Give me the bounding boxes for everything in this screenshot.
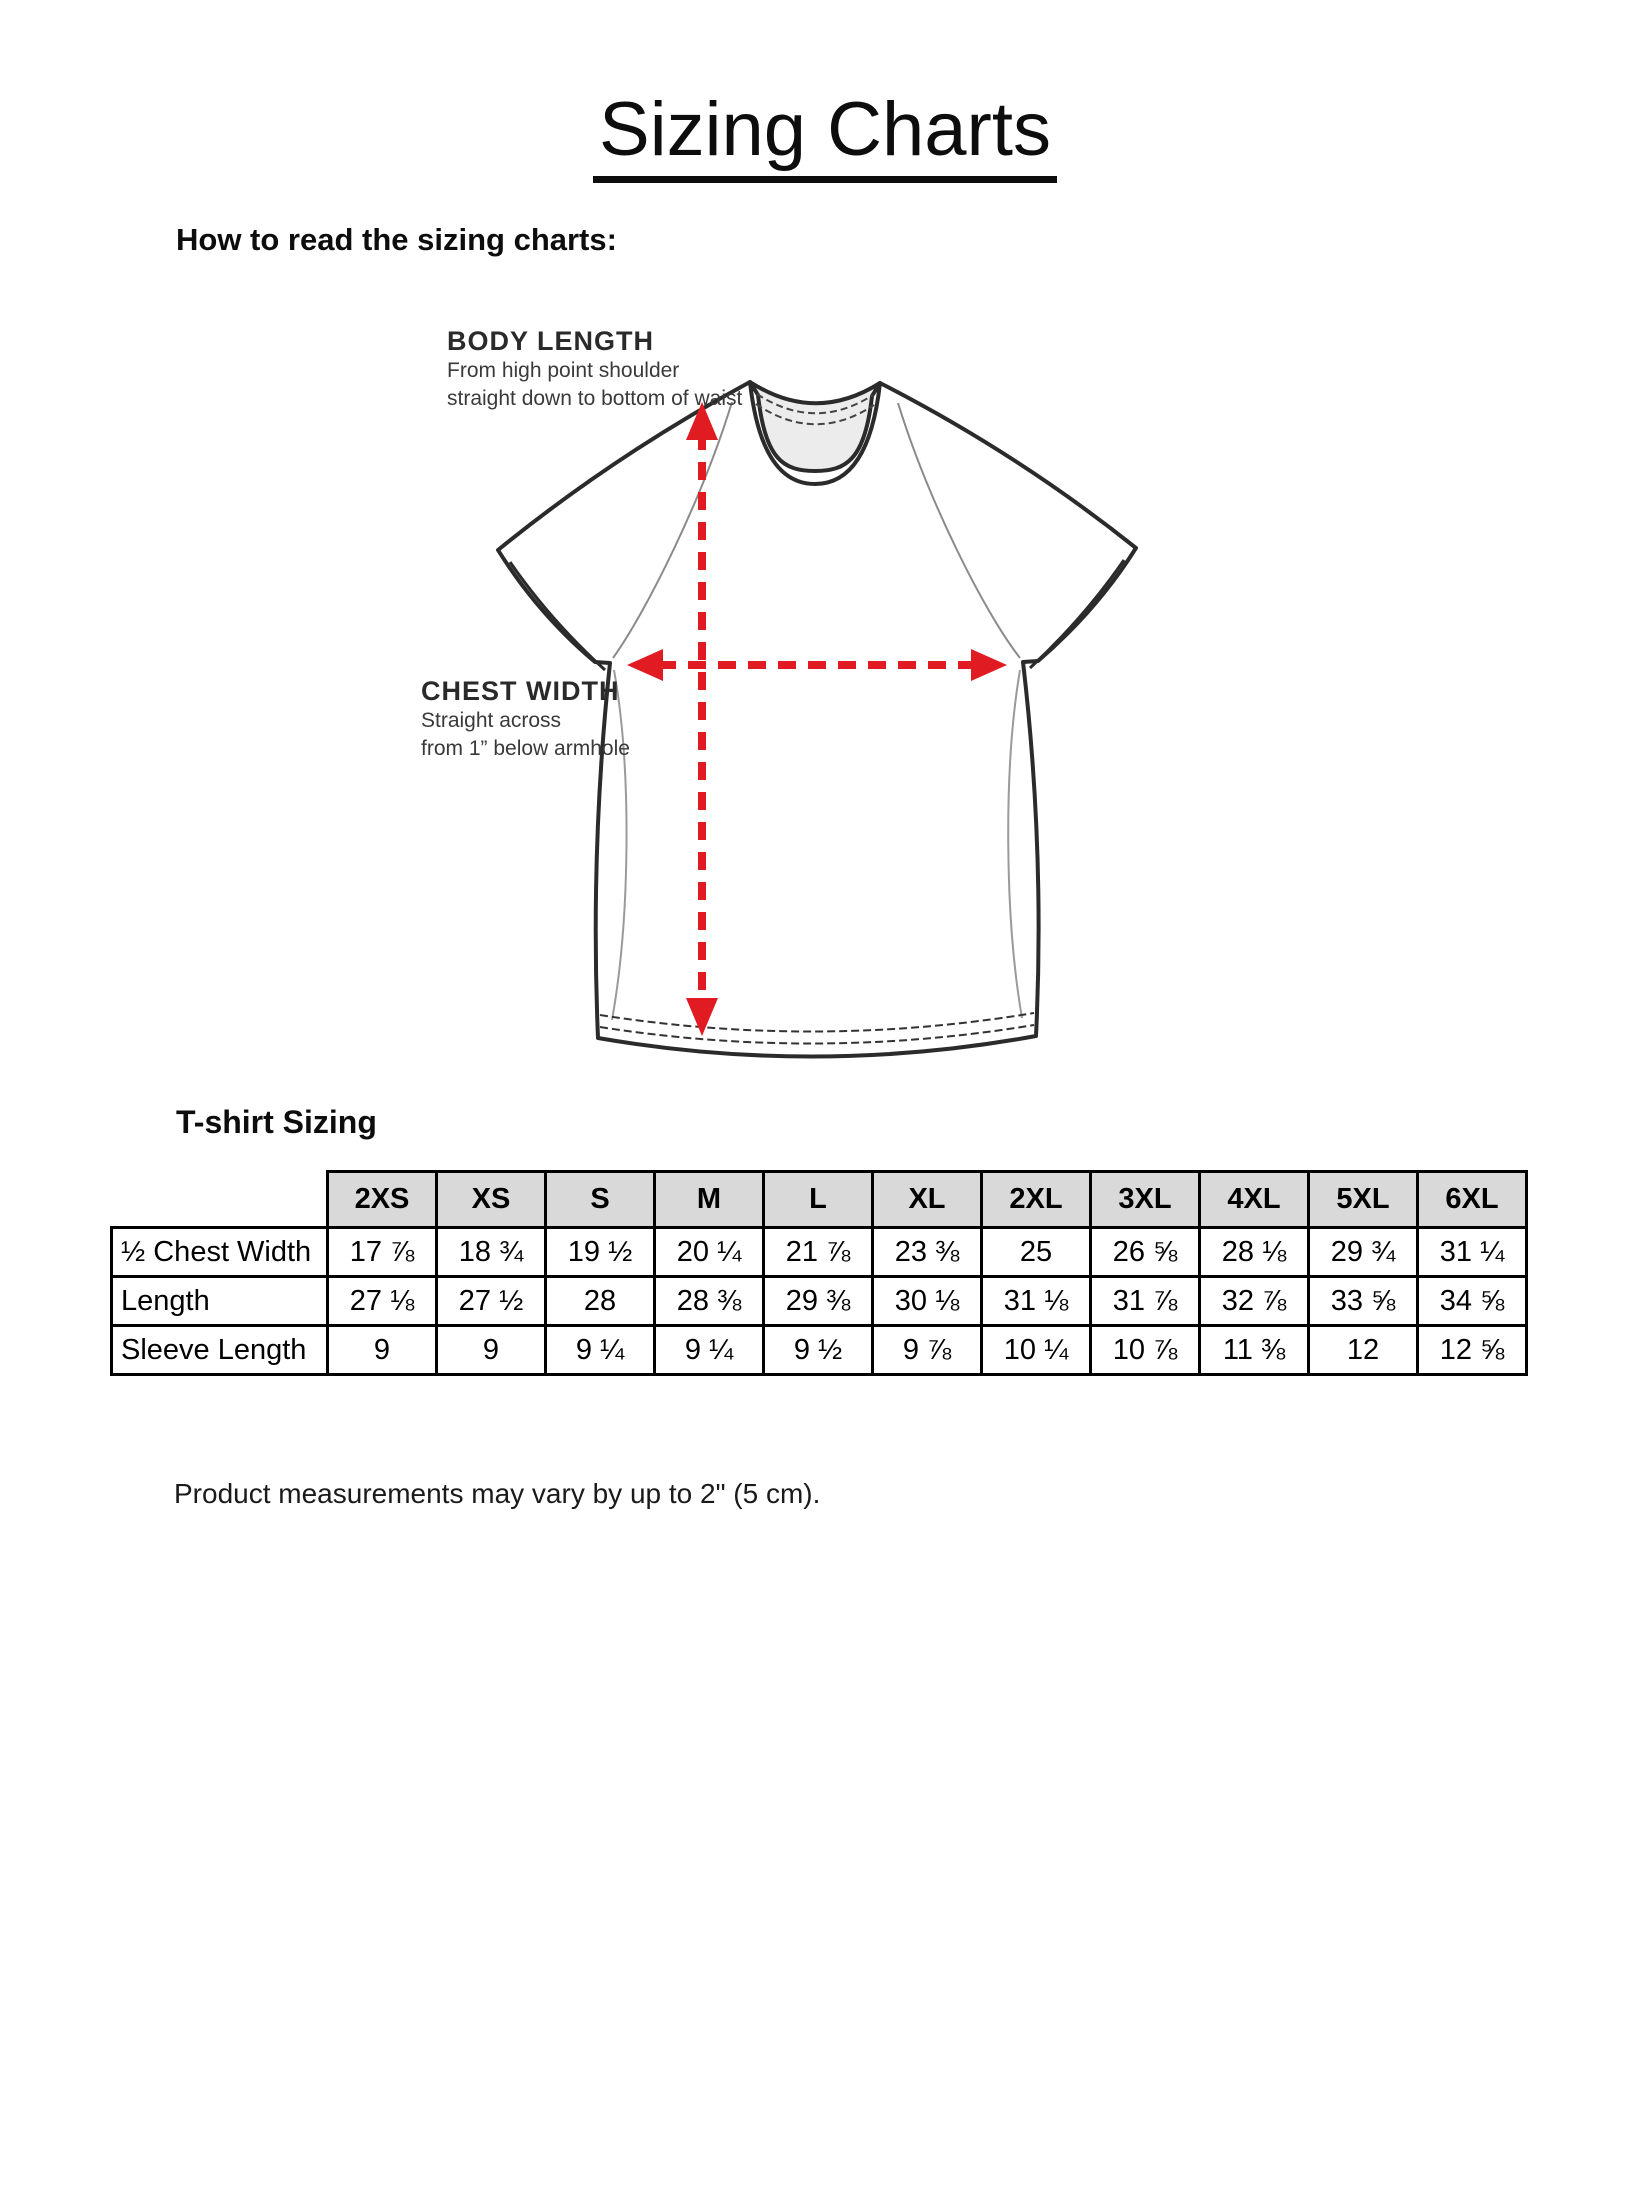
measurement-value-cell: 28 (546, 1277, 655, 1326)
measurement-note: Product measurements may vary by up to 2" (5 cm). (174, 1478, 821, 1509)
measurement-value-cell: 30 ⅛ (873, 1277, 982, 1326)
measurement-value-cell: 21 ⅞ (764, 1228, 873, 1277)
measurement-value-cell: 12 (1309, 1326, 1418, 1375)
size-header-row (112, 1172, 1527, 1228)
size-column-header: 5XL (1309, 1172, 1418, 1228)
measurement-value-cell: 9 ½ (764, 1326, 873, 1375)
tshirt-sizing-heading: T-shirt Sizing (176, 1104, 377, 1140)
size-column-header: XL (873, 1172, 982, 1228)
chest-width-desc-2: from 1” below armhole (421, 736, 630, 760)
measurement-value-cell: 23 ⅜ (873, 1228, 982, 1277)
measurement-value-cell: 11 ⅜ (1200, 1326, 1309, 1375)
measurement-value-cell: 9 ¼ (546, 1326, 655, 1375)
body-length-desc-2: straight down to bottom of waist (447, 386, 743, 410)
page-title: Sizing Charts (593, 88, 1057, 183)
chest-width-title: CHEST WIDTH (421, 676, 620, 706)
measurement-value-cell: 10 ¼ (982, 1326, 1091, 1375)
measurement-value-cell: 28 ⅜ (655, 1277, 764, 1326)
body-length-label (447, 326, 787, 412)
size-column-header: 3XL (1091, 1172, 1200, 1228)
chest-width-label (421, 676, 721, 762)
size-column-header: S (546, 1172, 655, 1228)
measurement-row-label: Sleeve Length (112, 1326, 328, 1375)
measurement-value-cell: 31 ⅛ (982, 1277, 1091, 1326)
measurement-value-cell: 19 ½ (546, 1228, 655, 1277)
measurement-value-cell: 27 ⅛ (328, 1277, 437, 1326)
measurement-value-cell: 26 ⅝ (1091, 1228, 1200, 1277)
chest-width-desc-1: Straight across (421, 709, 562, 733)
measurement-value-cell: 34 ⅝ (1418, 1277, 1527, 1326)
measurement-value-cell: 29 ⅜ (764, 1277, 873, 1326)
size-column-header: L (764, 1172, 873, 1228)
measurement-value-cell: 9 ⅞ (873, 1326, 982, 1375)
measurement-row (112, 1277, 1527, 1326)
measurement-value-cell: 10 ⅞ (1091, 1326, 1200, 1375)
measurement-value-cell: 9 (328, 1326, 437, 1375)
measurement-value-cell: 20 ¼ (655, 1228, 764, 1277)
measurement-value-cell: 25 (982, 1228, 1091, 1277)
table-corner-blank (112, 1172, 328, 1228)
measurement-value-cell: 18 ¾ (437, 1228, 546, 1277)
size-table-body (112, 1228, 1527, 1375)
measurement-value-cell: 17 ⅞ (328, 1228, 437, 1277)
size-column-header: 4XL (1200, 1172, 1309, 1228)
measurement-value-cell: 31 ⅞ (1091, 1277, 1200, 1326)
body-length-desc-1: From high point shoulder (447, 359, 680, 383)
how-to-heading: How to read the sizing charts: (176, 222, 617, 257)
measurement-row (112, 1228, 1527, 1277)
body-length-title: BODY LENGTH (447, 326, 655, 356)
measurement-value-cell: 31 ¼ (1418, 1228, 1527, 1277)
size-column-header: M (655, 1172, 764, 1228)
measurement-value-cell: 27 ½ (437, 1277, 546, 1326)
size-column-header: 2XS (328, 1172, 437, 1228)
sizing-table (110, 1170, 1528, 1376)
measurement-row-label: Length (112, 1277, 328, 1326)
measurement-value-cell: 28 ⅛ (1200, 1228, 1309, 1277)
measurement-value-cell: 9 (437, 1326, 546, 1375)
measurement-value-cell: 12 ⅝ (1418, 1326, 1527, 1375)
measurement-value-cell: 29 ¾ (1309, 1228, 1418, 1277)
measurement-value-cell: 33 ⅝ (1309, 1277, 1418, 1326)
measurement-row (112, 1326, 1527, 1375)
measurement-value-cell: 32 ⅞ (1200, 1277, 1309, 1326)
measurement-value-cell: 9 ¼ (655, 1326, 764, 1375)
size-column-header: 6XL (1418, 1172, 1527, 1228)
size-column-header: XS (437, 1172, 546, 1228)
measurement-row-label: ½ Chest Width (112, 1228, 328, 1277)
size-column-header: 2XL (982, 1172, 1091, 1228)
